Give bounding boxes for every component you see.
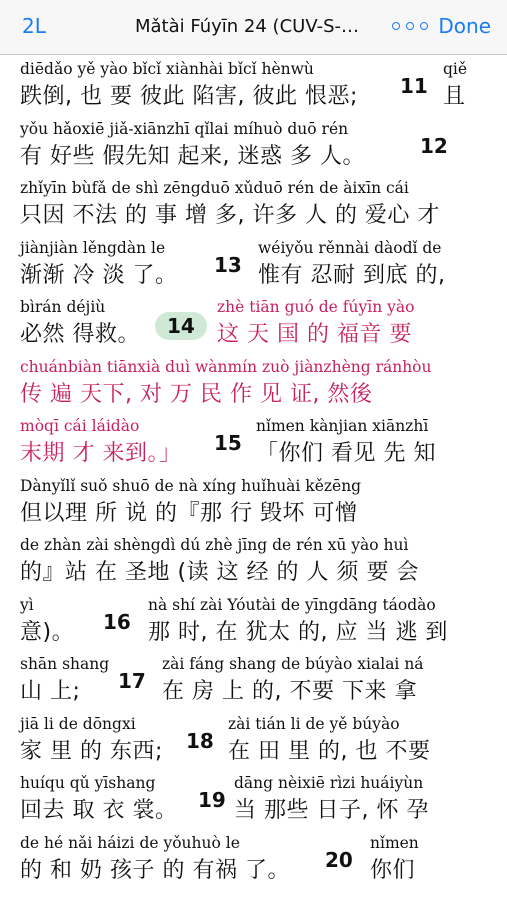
verse-number[interactable]: 15: [214, 431, 242, 455]
pinyin-text: nà shí zài Yóutài de yīngdāng táodào: [148, 595, 436, 614]
chinese-text: 的』站 在 圣地 (读 这 经 的 人 须 要 会: [20, 560, 420, 585]
pinyin-text: wéiyǒu rěnnài dàodǐ de: [258, 238, 442, 257]
chinese-text: 跌倒, 也 要 彼此 陷害, 彼此 恨恶;: [20, 84, 358, 109]
chinese-text: 只因 不法 的 事 增 多, 许多 人 的 爱心 才: [20, 203, 440, 228]
pinyin-text: zhè tiān guó de fúyīn yào: [217, 298, 415, 316]
pinyin-text: chuánbiàn tiānxià duì wànmín zuò jiànzhèng ránhòu: [20, 357, 432, 376]
pinyin-text: jiànjiàn lěngdàn le: [20, 238, 166, 257]
ellipsis-icon[interactable]: [390, 18, 432, 34]
version-button[interactable]: 2L: [22, 14, 46, 38]
chinese-text: 且: [443, 84, 466, 109]
verse-number[interactable]: 18: [186, 728, 214, 753]
pinyin-text: zhǐyīn bùfǎ de shì zēngduō xǔduō rén de àixīn cái: [20, 179, 409, 197]
verse-number[interactable]: 19: [198, 788, 226, 812]
chinese-text: 这 天 国 的 福音 要: [217, 322, 412, 347]
pinyin-text: nǐmen: [370, 833, 419, 852]
pinyin-text: mòqī cái láidào: [20, 417, 140, 435]
chinese-text: 家 里 的 东西;: [20, 738, 163, 764]
chinese-text: 「你们 看见 先 知: [256, 441, 436, 466]
chinese-text: 渐渐 冷 淡 了。: [20, 262, 178, 288]
done-button[interactable]: Done: [438, 14, 491, 38]
pinyin-text: qiě: [443, 60, 468, 78]
verse-number[interactable]: 11: [400, 74, 428, 98]
chinese-text: 的 和 奶 孩子 的 有祸 了。: [20, 857, 290, 883]
chinese-text: 你们: [370, 857, 416, 883]
pinyin-text: zài tián li de yě búyào: [228, 714, 400, 733]
chinese-text: 惟有 忍耐 到底 的,: [258, 262, 446, 288]
pinyin-text: Dànyǐlǐ suǒ shuō de nà xíng huǐhuài kězēng: [20, 476, 362, 495]
pinyin-text: bìrán déjiù: [20, 298, 106, 316]
pinyin-text: de hé nǎi háizi de yǒuhuò le: [20, 833, 240, 852]
pinyin-text: jiā li de dōngxi: [20, 714, 136, 733]
pinyin-text: yì: [20, 595, 34, 614]
chinese-text: 传 遍 天下, 对 万 民 作 见 证, 然後: [20, 381, 373, 407]
pinyin-text: de zhàn zài shèngdì dú zhè jīng de rén xū yào huì: [20, 536, 409, 554]
pinyin-text: zài fáng shang de búyào xialai ná: [162, 655, 424, 673]
navigation-bar: [0, 0, 507, 55]
chinese-text: 有 好些 假先知 起来, 迷惑 多 人。: [20, 143, 365, 169]
verse-number[interactable]: 20: [325, 847, 353, 872]
chinese-text: 必然 得救。: [20, 322, 140, 347]
chinese-text: 但以理 所 说 的『那 行 毁坏 可憎: [20, 500, 358, 526]
pinyin-text: diēdǎo yě yào bǐcǐ xiànhài bǐcǐ hènwù: [20, 60, 314, 78]
chinese-text: 末期 才 来到。」: [20, 441, 182, 466]
page-title[interactable]: Mǎtài Fúyīn 24 (CUV-S-…: [135, 16, 359, 37]
pinyin-text: shān shang: [20, 655, 110, 673]
verse-number[interactable]: 14: [155, 312, 207, 340]
chinese-text: 当 那些 日子, 怀 孕: [234, 798, 429, 823]
chinese-text: 那 时, 在 犹太 的, 应 当 逃 到: [148, 619, 448, 645]
chinese-text: 意)。: [20, 619, 75, 645]
chinese-text: 在 房 上 的, 不要 下来 拿: [162, 679, 417, 704]
verse-number[interactable]: 13: [214, 252, 242, 277]
chinese-text: 山 上;: [20, 679, 81, 704]
chinese-text: 在 田 里 的, 也 不要: [228, 738, 431, 764]
verse-number[interactable]: 16: [103, 609, 131, 634]
pinyin-text: nǐmen kànjian xiānzhī: [256, 417, 429, 435]
pinyin-text: huíqu qǔ yīshang: [20, 774, 156, 792]
verse-number[interactable]: 12: [420, 133, 448, 158]
scripture-text: [0, 56, 507, 900]
pinyin-text: yǒu hǎoxiē jiǎ-xiānzhī qǐlai míhuò duō rén: [20, 119, 349, 138]
verse-number[interactable]: 17: [118, 669, 146, 693]
chinese-text: 回去 取 衣 裳。: [20, 798, 178, 823]
pinyin-text: dāng nèixiē rìzi huáiyùn: [234, 774, 424, 792]
